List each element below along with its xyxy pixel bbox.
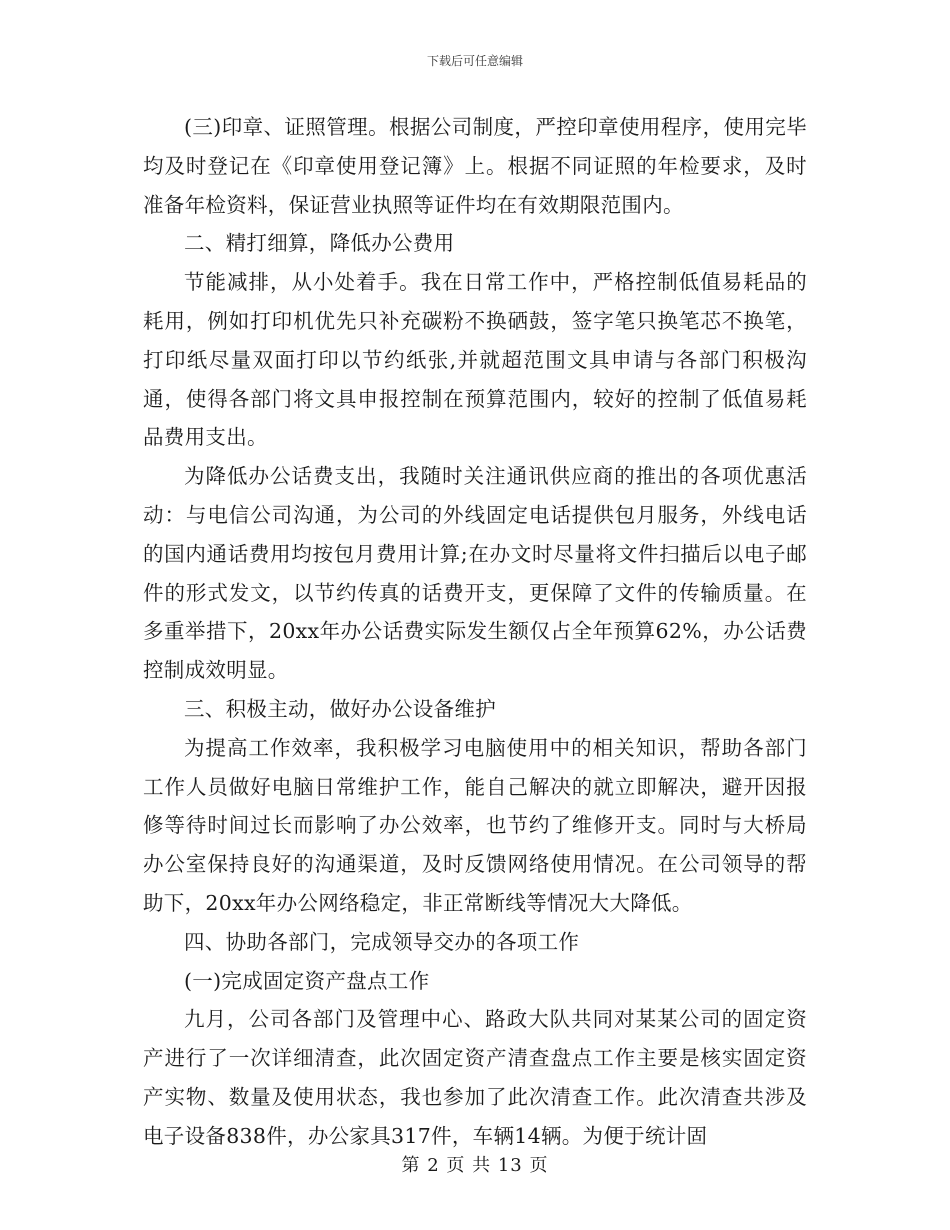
paragraph-energy-saving: 节能减排，从小处着手。我在日常工作中，严格控制低值易耗品的耗用，例如打印机优先只补充碳粉不换硒鼓，签字笔只换笔芯不换笔，打印纸尽量双面打印以节约纸张,并就超范围文具申请与各部门积极沟通，使得各部门将文具申报控制在预算范围内，较好的控制了低值易耗品费用支出。: [143, 270, 807, 450]
paragraph-computer-maintenance: 为提高工作效率，我积极学习电脑使用中的相关知识，帮助各部门工作人员做好电脑日常维护工作，能自己解决的就立即解决，避开因报修等待时间过长而影响了办公效率，也节约了维修开支。同时与大桥局办公室保持良好的沟通渠道，及时反馈网络使用情况。在公司领导的帮助下，20xx年办公网络稳定，非正常断线等情况大大降低。: [143, 735, 807, 915]
section-heading-assist-departments: 四、协助各部门，完成领导交办的各项工作: [184, 929, 580, 954]
paragraph-phone-costs: 为降低办公话费支出，我随时关注通讯供应商的推出的各项优惠活动：与电信公司沟通，为公司的外线固定电话提供包月服务，外线电话的国内通话费用均按包月费用计算;在办文时尽量将文件扫描后以电子邮件的形式发文，以节约传真的话费开支，更保障了文件的传输质量。在多重举措下，20xx年办公话费实际发生额仅占全年预算62%，办公话费控制成效明显。: [143, 464, 807, 683]
paragraph-asset-inventory: 九月，公司各部门及管理中心、路政大队共同对某某公司的固定资产进行了一次详细清查，此次固定资产清查盘点工作主要是核实固定资产实物、数量及使用状态，我也参加了此次清查工作。此次清查共涉及电子设备838件，办公家具317件，车辆14辆。为便于统计固: [143, 1007, 807, 1148]
page-header-note: 下载后可任意编辑: [426, 54, 523, 68]
section-heading-reduce-office-costs: 二、精打细算，降低办公费用: [184, 231, 455, 256]
subheading-fixed-asset-inventory: (一)完成固定资产盘点工作: [184, 968, 430, 993]
page-number-footer: 第 2 页 共 13 页: [401, 1155, 549, 1176]
section-heading-equipment-maintenance: 三、积极主动，做好办公设备维护: [184, 696, 496, 721]
document-body: [143, 108, 807, 1156]
paragraph-seal-license-management: (三)印章、证照管理。根据公司制度，严控印章使用程序，使用完毕均及时登记在《印章使用登记簿》上。根据不同证照的年检要求，及时准备年检资料，保证营业执照等证件均在有效期限范围内。: [143, 115, 807, 217]
